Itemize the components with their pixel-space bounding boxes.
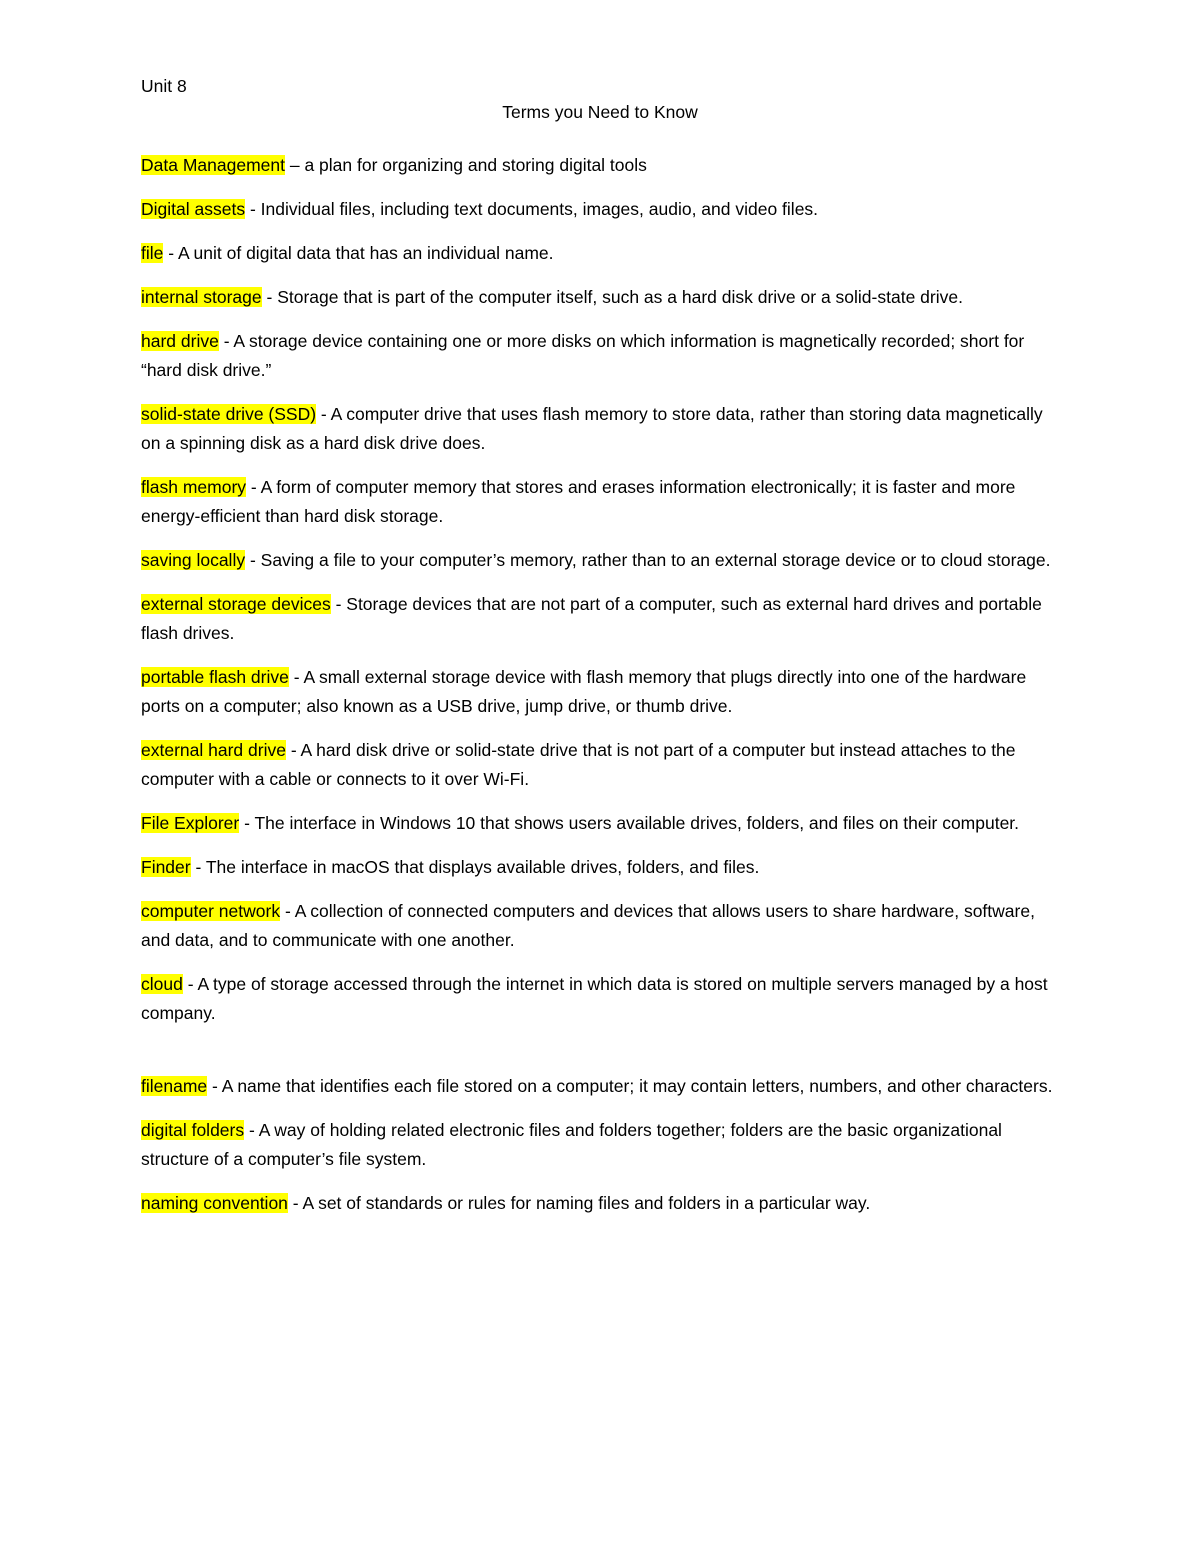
term-definition: A computer drive that uses flash memory to store data, rather than storing data magnetically on a spinning disk as a hard disk drive does. <box>141 404 1043 453</box>
term-entry <box>141 239 1061 268</box>
term-definition: A way of holding related electronic files and folders together; folders are the basic organizational structure of a computer’s file system. <box>141 1120 1002 1169</box>
term-separator: - <box>239 813 255 833</box>
term-name: internal storage <box>141 287 262 307</box>
term-definition: A small external storage device with flash memory that plugs directly into one of the hardware ports on a computer; also known as a USB drive, jump drive, or thumb drive. <box>141 667 1027 716</box>
term-name: digital folders <box>141 1120 245 1140</box>
term-separator: - <box>182 974 198 994</box>
term-name: Finder <box>141 857 191 877</box>
term-separator: - <box>316 404 331 424</box>
term-definition: A name that identifies each file stored on a computer; it may contain letters, numbers, and other characters. <box>221 1076 1053 1096</box>
term-separator: - <box>246 477 261 497</box>
term-definition: A hard disk drive or solid-state drive that is not part of a computer but instead attaches to the computer with a cable or connects to it over Wi-Fi. <box>141 740 1016 789</box>
term-definition: The interface in Windows 10 that shows users available drives, folders, and files on their computer. <box>254 813 1020 833</box>
term-name: external hard drive <box>141 740 286 760</box>
term-separator: - <box>287 1193 303 1213</box>
term-separator: - <box>163 243 178 263</box>
term-entry <box>141 590 1061 648</box>
term-separator: - <box>280 901 295 921</box>
term-definition: A unit of digital data that has an individual name. <box>177 243 554 263</box>
term-name: Data Management <box>141 155 285 175</box>
term-name: computer network <box>141 901 281 921</box>
term-definition: Storage devices that are not part of a computer, such as external hard drives and portable flash drives. <box>141 594 1042 643</box>
term-name: hard drive <box>141 331 219 351</box>
term-definition: A form of computer memory that stores and erases information electronically; it is faster and more energy-efficient than hard disk storage. <box>141 477 1016 526</box>
term-separator: - <box>244 1120 259 1140</box>
term-separator: - <box>207 1076 222 1096</box>
term-name: solid-state drive (SSD) <box>141 404 317 424</box>
term-entry <box>141 970 1061 1028</box>
term-name: portable flash drive <box>141 667 289 687</box>
term-entry <box>141 1116 1061 1174</box>
term-definition: A collection of connected computers and devices that allows users to share hardware, software, and data, and to communicate with one another. <box>141 901 1035 950</box>
term-separator: - <box>245 550 261 570</box>
term-entry <box>141 1189 1061 1218</box>
term-name: external storage devices <box>141 594 331 614</box>
term-name: cloud <box>141 974 183 994</box>
term-entry <box>141 809 1061 838</box>
term-separator: - <box>245 199 261 219</box>
term-separator: - <box>330 594 347 614</box>
term-name: File Explorer <box>141 813 240 833</box>
term-definition: A storage device containing one or more disks on which information is magnetically recorded; short for “hard disk drive.” <box>141 331 1025 380</box>
term-definition: Saving a file to your computer’s memory, rather than to an external storage device or to cloud storage. <box>260 550 1051 570</box>
term-separator: - <box>288 667 304 687</box>
term-separator: - <box>190 857 206 877</box>
term-name: file <box>141 243 164 263</box>
term-entry <box>141 736 1061 794</box>
term-entry <box>141 853 1061 882</box>
term-definition: A type of storage accessed through the internet in which data is stored on multiple servers managed by a host company. <box>141 974 1048 1023</box>
term-name: filename <box>141 1076 208 1096</box>
term-entry <box>141 283 1061 312</box>
term-entry <box>141 663 1061 721</box>
term-entry <box>141 400 1061 458</box>
terms-list <box>141 151 1061 1233</box>
term-entry <box>141 151 1061 180</box>
term-entry <box>141 1072 1061 1101</box>
term-entry <box>141 327 1061 385</box>
term-entry <box>141 473 1061 531</box>
term-name: flash memory <box>141 477 247 497</box>
unit-label: Unit 8 <box>141 76 187 96</box>
term-definition: Storage that is part of the computer itself, such as a hard disk drive or a solid-state drive. <box>277 287 963 307</box>
term-entry <box>141 195 1061 224</box>
term-name: Digital assets <box>141 199 246 219</box>
term-separator: - <box>218 331 234 351</box>
term-definition: The interface in macOS that displays available drives, folders, and files. <box>205 857 760 877</box>
term-definition: Individual files, including text documents, images, audio, and video files. <box>260 199 819 219</box>
term-name: saving locally <box>141 550 246 570</box>
term-entry <box>141 897 1061 955</box>
term-definition: A set of standards or rules for naming files and folders in a particular way. <box>302 1193 871 1213</box>
term-definition: a plan for organizing and storing digital tools <box>304 155 647 175</box>
term-separator: - <box>261 287 278 307</box>
document-title: Terms you Need to Know <box>502 102 698 122</box>
term-name: naming convention <box>141 1193 288 1213</box>
term-entry <box>141 546 1061 575</box>
term-separator: – <box>284 155 305 175</box>
term-separator: - <box>285 740 301 760</box>
